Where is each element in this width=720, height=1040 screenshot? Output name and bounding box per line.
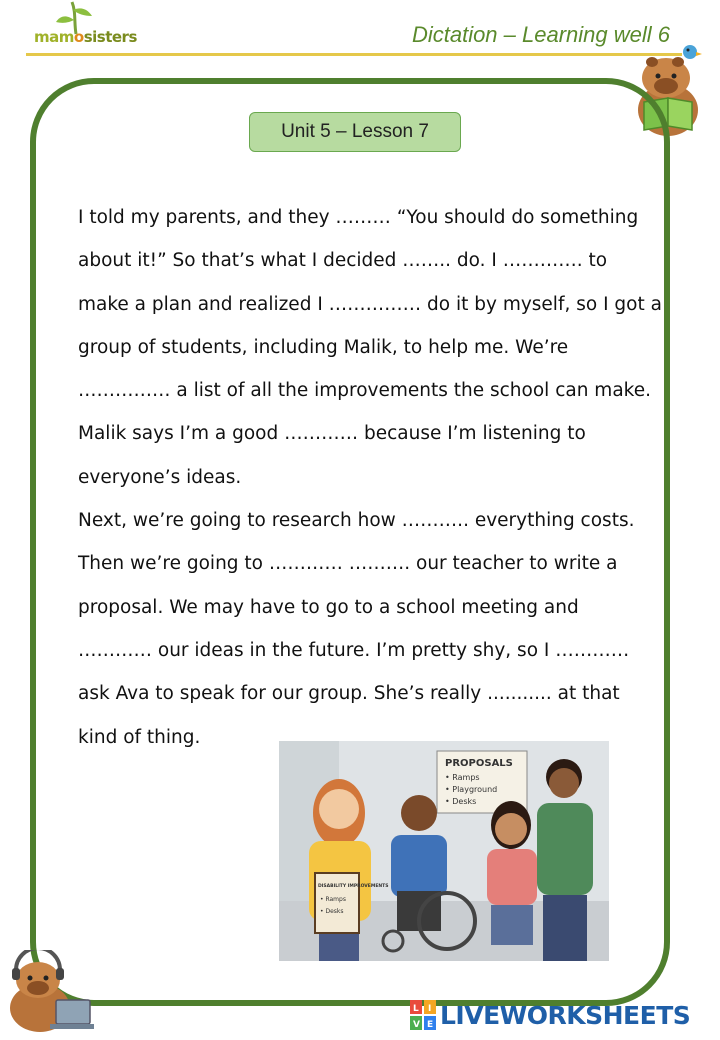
logo-part-sisters: sisters — [83, 28, 137, 46]
passage-line: ask Ava to speak for our group. She’s really ........... at that — [78, 683, 620, 705]
liveworksheets-logo — [410, 998, 690, 1032]
sign-item: • Playground — [445, 785, 498, 794]
sign-title: PROPOSALS — [445, 758, 513, 769]
sign-item: • Desks — [445, 797, 477, 806]
logo-wordmark — [34, 28, 137, 46]
dictation-passage — [78, 196, 678, 759]
passage-line: Next, we’re going to research how ……….. everything costs. — [78, 510, 635, 532]
students-illustration — [279, 741, 609, 961]
liveworksheets-blocks-icon — [410, 1000, 436, 1030]
sign-item: • Ramps — [445, 773, 480, 782]
passage-line: Malik says I’m a good ………… because I’m listening to — [78, 423, 586, 445]
block-letter: E — [427, 1020, 434, 1030]
passage-line: Then we’re going to ………… ………. our teacher to write a — [78, 553, 618, 575]
block-letter: L — [413, 1004, 419, 1014]
block-letter: V — [413, 1020, 420, 1030]
clipboard-item: • Ramps — [320, 896, 346, 903]
passage-line: I told my parents, and they ……… “You should do something — [78, 207, 639, 228]
clipboard-title: DISABILITY IMPROVEMENTS — [318, 884, 389, 889]
logo-part-mam: mam — [34, 28, 74, 46]
passage-line: proposal. We may have to go to a school meeting and — [78, 596, 579, 618]
passage-line: ………… our ideas in the future. I’m pretty shy, so I ………… — [78, 639, 630, 661]
capybara-laptop-icon — [4, 950, 94, 1035]
lesson-badge: Unit 5 – Lesson 7 — [249, 112, 461, 152]
passage-line: everyone’s ideas. — [78, 466, 242, 488]
block-letter: I — [428, 1004, 432, 1014]
header-divider — [26, 53, 682, 56]
passage-line: group of students, including Malik, to help me. We’re — [78, 336, 569, 358]
passage-line: about it!” So that’s what I decided …….. do. I …………. to — [78, 250, 608, 272]
passage-line: make a plan and realized I …………… do it by myself, so I got a — [78, 293, 662, 315]
liveworksheets-wordmark: LIVEWORKSHEETS — [440, 1000, 691, 1030]
clipboard-item: • Desks — [320, 908, 344, 915]
page-title: Dictation – Learning well 6 — [411, 22, 670, 47]
passage-line: kind of thing. — [78, 726, 201, 748]
passage-line: …………… a list of all the improvements the school can make. — [78, 380, 651, 402]
logo-part-o: o — [73, 28, 84, 46]
